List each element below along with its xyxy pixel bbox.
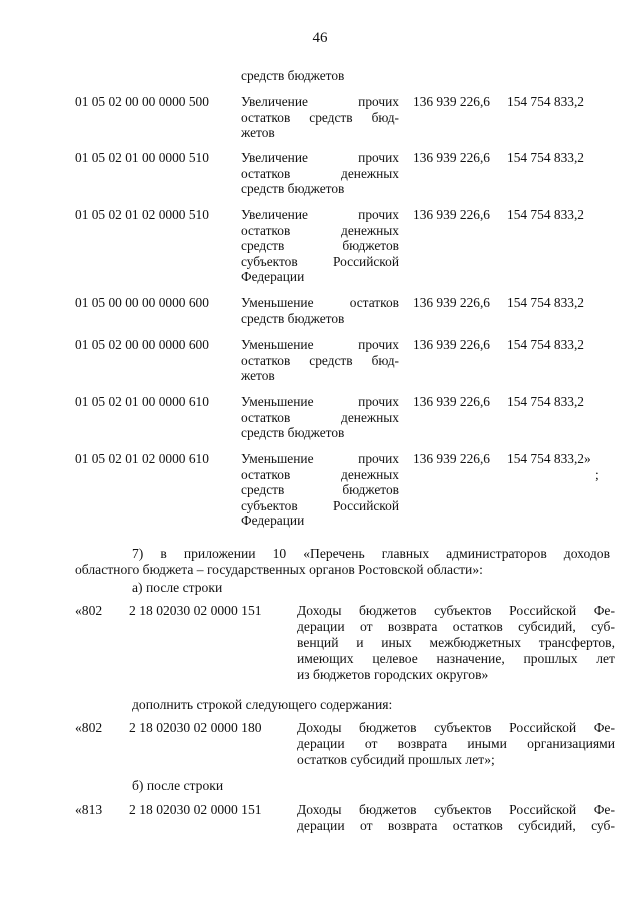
row-name bbox=[241, 295, 399, 326]
fragment-text: средств бюджетов bbox=[241, 68, 345, 83]
record-line: имеющих целевое назначение, прошлых лет bbox=[297, 651, 615, 666]
item-b-text: б) после строки bbox=[132, 778, 224, 793]
row-value-2: 154 754 833,2 bbox=[507, 295, 584, 310]
name-line: Уменьшение прочих bbox=[241, 394, 399, 409]
name-line: средств бюджетов bbox=[241, 425, 345, 440]
row-code: 01 05 02 01 02 0000 510 bbox=[75, 207, 209, 222]
name-line: средств бюджетов bbox=[241, 310, 345, 326]
record-line: Доходы бюджетов субъектов Российской Фе- bbox=[297, 603, 615, 618]
row-name bbox=[241, 337, 399, 384]
name-line: средств бюджетов bbox=[241, 181, 345, 196]
name-line: Федерации bbox=[241, 269, 305, 284]
record-code: 2 18 02030 02 0000 151 bbox=[129, 802, 262, 817]
row-trailing-semicolon: ; bbox=[595, 466, 599, 482]
record-text bbox=[297, 720, 615, 768]
row-code: 01 05 02 01 00 0000 610 bbox=[75, 394, 209, 409]
name-line: субъектов Российской bbox=[241, 497, 399, 513]
name-line: средств бюджетов bbox=[241, 238, 399, 253]
row-value-1: 136 939 226,6 bbox=[413, 337, 490, 352]
name-line: остатков денежных bbox=[241, 466, 399, 482]
name-line: Федерации bbox=[241, 513, 305, 528]
row-name bbox=[241, 451, 399, 529]
record-code: 2 18 02030 02 0000 180 bbox=[129, 720, 262, 735]
name-line: остатков денежных bbox=[241, 409, 399, 425]
record-line: Доходы бюджетов субъектов Российской Фе- bbox=[297, 802, 615, 817]
row-value-1: 136 939 226,6 bbox=[413, 394, 490, 409]
name-line: остатков денежных bbox=[241, 222, 399, 238]
record-line: венций и иных межбюджетных трансфертов, bbox=[297, 635, 615, 650]
name-line: Увеличение прочих bbox=[241, 150, 399, 165]
row-value-2: 154 754 833,2» bbox=[507, 451, 591, 466]
name-line: жетов bbox=[241, 125, 275, 140]
name-line: остатков средств бюд- bbox=[241, 109, 399, 125]
row-code: 01 05 02 00 00 0000 600 bbox=[75, 337, 209, 352]
name-line: Уменьшение прочих bbox=[241, 337, 399, 352]
row-name bbox=[241, 207, 399, 285]
row-code: 01 05 02 01 02 0000 610 bbox=[75, 451, 209, 466]
paragraph-line: областного бюджета – государственных органов Ростовской области»: bbox=[75, 562, 483, 577]
paragraph-7 bbox=[75, 546, 610, 578]
row-code: 01 05 02 01 00 0000 510 bbox=[75, 150, 209, 165]
row-name bbox=[241, 394, 399, 441]
item-a-text: а) после строки bbox=[132, 580, 223, 595]
record-line: остатков субсидий прошлых лет»; bbox=[297, 752, 495, 767]
row-value-2: 154 754 833,2 bbox=[507, 207, 584, 222]
supplement-note bbox=[75, 697, 640, 713]
row-value-1: 136 939 226,6 bbox=[413, 451, 490, 466]
name-line: Увеличение прочих bbox=[241, 94, 399, 109]
name-line: жетов bbox=[241, 368, 275, 383]
name-line: Уменьшение остатков bbox=[241, 295, 399, 310]
record-line: дерации от возврата остатков субсидий, суб- bbox=[297, 619, 615, 634]
record-quote: «802 bbox=[75, 720, 103, 735]
item-a bbox=[75, 580, 640, 596]
row-name bbox=[241, 150, 399, 197]
name-line: средств бюджетов bbox=[241, 482, 399, 497]
page-number: 46 bbox=[312, 30, 328, 46]
record-quote: «813 bbox=[75, 802, 103, 817]
row-value-2: 154 754 833,2 bbox=[507, 394, 584, 409]
row-value-1: 136 939 226,6 bbox=[413, 207, 490, 222]
name-line: остатков денежных bbox=[241, 165, 399, 181]
record-text bbox=[297, 802, 615, 834]
record-code: 2 18 02030 02 0000 151 bbox=[129, 603, 262, 618]
name-line: Увеличение прочих bbox=[241, 207, 399, 222]
record-line: из бюджетов городских округов» bbox=[297, 667, 489, 682]
row-name bbox=[241, 94, 399, 141]
record-line: дерации от возврата иными организациями bbox=[297, 736, 615, 751]
row-value-2: 154 754 833,2 bbox=[507, 94, 584, 109]
row-value-1: 136 939 226,6 bbox=[413, 150, 490, 165]
name-line: остатков средств бюд- bbox=[241, 352, 399, 368]
record-quote: «802 bbox=[75, 603, 103, 618]
name-line: субъектов Российской bbox=[241, 253, 399, 269]
row-value-2: 154 754 833,2 bbox=[507, 150, 584, 165]
record-text bbox=[297, 603, 615, 683]
row-code: 01 05 00 00 00 0000 600 bbox=[75, 295, 209, 310]
row-code: 01 05 02 00 00 0000 500 bbox=[75, 94, 209, 109]
record-line: Доходы бюджетов субъектов Российской Фе- bbox=[297, 720, 615, 735]
row-value-2: 154 754 833,2 bbox=[507, 337, 584, 352]
item-b bbox=[75, 778, 640, 794]
row-value-1: 136 939 226,6 bbox=[413, 94, 490, 109]
paragraph-line: 7) в приложении 10 «Перечень главных администраторов доходов bbox=[132, 546, 610, 561]
name-line: Уменьшение прочих bbox=[241, 451, 399, 466]
supplement-text: дополнить строкой следующего содержания: bbox=[132, 697, 393, 712]
row-value-1: 136 939 226,6 bbox=[413, 295, 490, 310]
record-line: дерации от возврата остатков субсидий, суб- bbox=[297, 818, 615, 833]
